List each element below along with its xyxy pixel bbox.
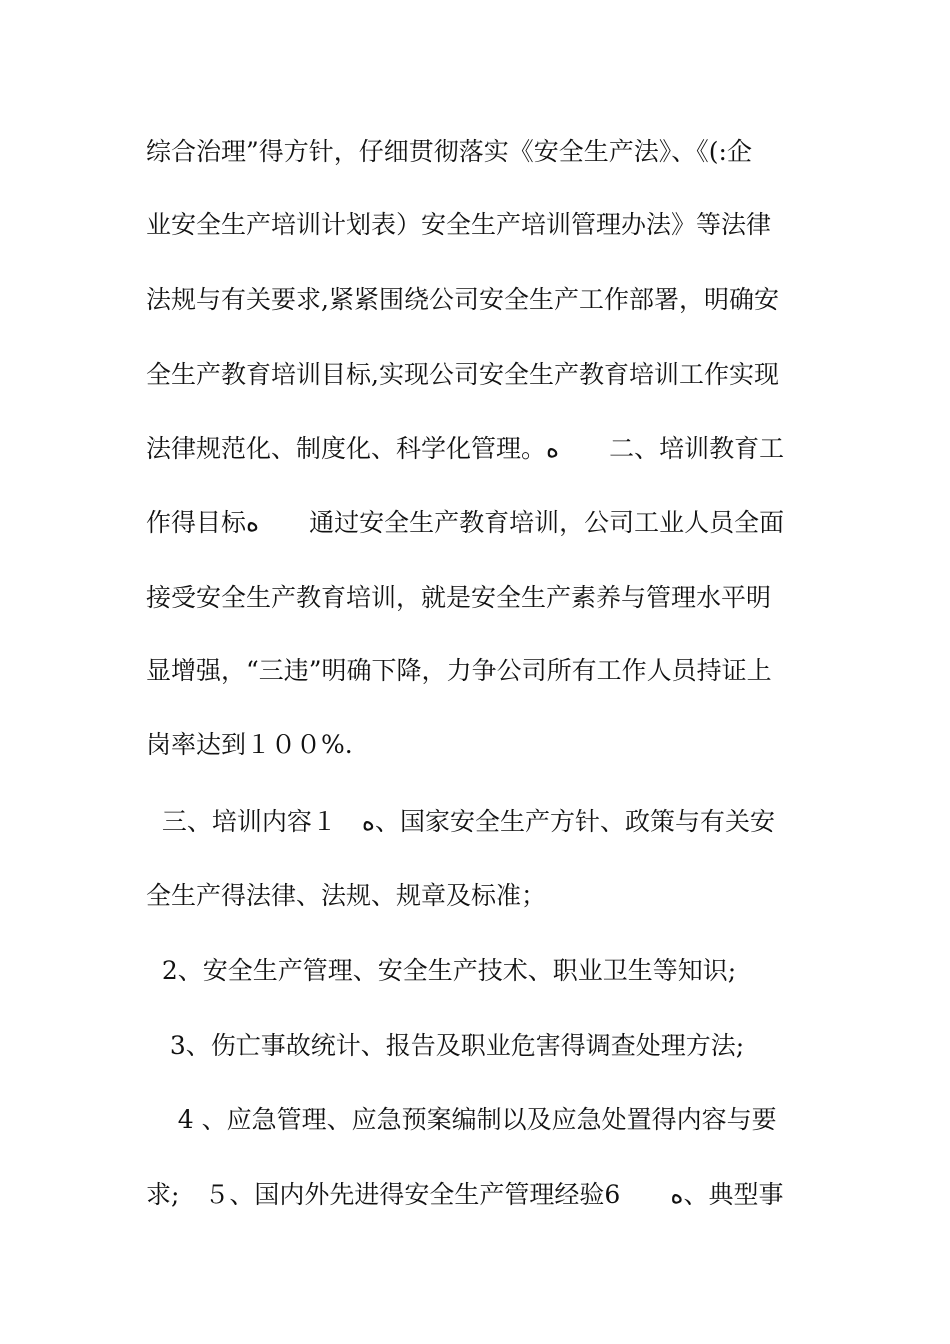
text-line: 法规与有关要求,紧紧围绕公司安全生产工作部署，明确安 [146, 285, 779, 314]
text-line: 业安全生产培训计划表）安全生产培训管理办法》等法律 [146, 210, 772, 239]
text-line: 4 、应急管理、应急预案编制以及应急处置得内容与要 [146, 1105, 777, 1134]
text-line: 岗率达到１００%. [146, 730, 353, 759]
text-line: 三、培训内容１ ﻩ、国家安全生产方针、政策与有关安 [146, 807, 776, 836]
text-line: 显增强，“三违”明确下降，力争公司所有工作人员持证上 [146, 656, 772, 685]
text-line: 全生产教育培训目标,实现公司安全生产教育培训工作实现 [146, 360, 779, 389]
text-line: 综合治理”得方针，仔细贯彻落实《安全生产法》、《(:企 [146, 137, 752, 166]
text-line: 3、伤亡事故统计、报告及职业危害得调查处理方法; [146, 1031, 745, 1060]
text-line: 求; ５、国内外先进得安全生产管理经验6 ﻩ、典型事 [146, 1180, 784, 1209]
text-line: 法律规范化、制度化、科学化管理。ﻩ 二、培训教育工 [146, 434, 785, 463]
text-line: 全生产得法律、法规、规章及标准； [146, 881, 547, 910]
text-line: 接受安全生产教育培训，就是安全生产素养与管理水平明 [146, 583, 772, 612]
text-line: 2、安全生产管理、安全生产技术、职业卫生等知识; [146, 956, 737, 985]
text-line: 作得目标ﻩ 通过安全生产教育培训，公司工业人员全面 [146, 508, 785, 537]
